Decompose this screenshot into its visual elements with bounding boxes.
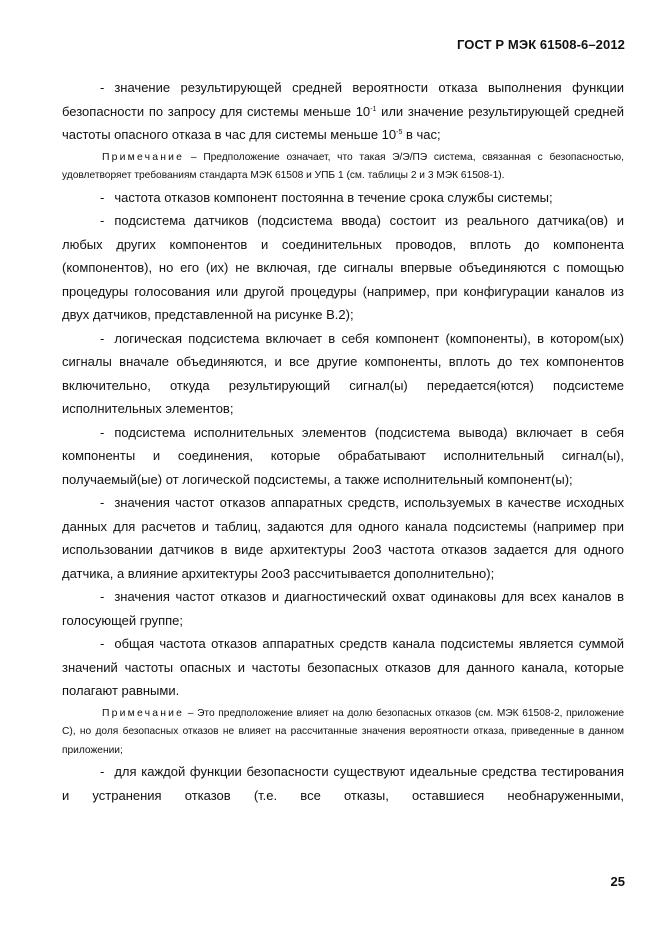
page-number: 25 — [610, 874, 625, 889]
paragraph-logic-subsystem — [62, 327, 624, 421]
standard-header: ГОСТ Р МЭК 61508-6–2012 — [457, 37, 625, 52]
paragraph-voting-group — [62, 585, 624, 632]
paragraph-hardware-failure-rates — [62, 491, 624, 585]
note-label: Примечание — [102, 151, 185, 163]
note-separator: – — [184, 707, 198, 719]
list-dash: - — [100, 189, 105, 205]
note-label: Примечание — [102, 707, 185, 719]
paragraph-text: частота отказов компонент постоянна в течение срока службы системы; — [114, 189, 553, 205]
list-dash: - — [100, 330, 105, 346]
paragraph-text-part-b: или значение результирующей средней частоты опасного отказа в час для системы меньше 10 — [62, 103, 625, 142]
list-dash: - — [100, 213, 105, 228]
list-dash: - — [100, 636, 105, 651]
page-content — [62, 76, 624, 807]
list-dash: - — [100, 424, 105, 440]
note-text: Это предположение влияет на долю безопасных отказов (см. МЭК 61508-2, приложение С), но доля безопасных отказов не влияет на рассчитанные значения вероятности отказа, приведенные в данном приложении; — [62, 707, 625, 756]
paragraph-text-part-c: в час; — [402, 127, 441, 142]
paragraph-text: логическая подсистема включает в себя компонент (компоненты), в котором(ых) сигналы вначале объединяются, и все другие компоненты, вплоть до тех компонентов включительно, откуда результирующий сигнал(ы) передается(ются) подсистеме исполнительных элементов; — [62, 330, 624, 416]
paragraph-constant-failure-rate — [62, 186, 624, 210]
note-separator: – — [184, 151, 204, 163]
list-dash: - — [100, 589, 105, 604]
list-dash: - — [100, 764, 105, 779]
list-dash: - — [100, 495, 105, 510]
paragraph-text: для каждой функции безопасности существуют идеальные средства тестирования и устранения отказов (т.е. все отказы, оставшиеся необнаруженными, — [62, 764, 624, 803]
paragraph-total-failure-rate — [62, 632, 624, 703]
note-text: Предположение означает, что такая Э/Э/ПЭ система, связанная с безопасностью, удовлетворяет требованиям стандарта МЭК 61508 и УПБ 1 (см. таблицы 2 и 3 МЭК 61508-1). — [62, 151, 625, 181]
paragraph-sensor-subsystem — [62, 209, 624, 327]
paragraph-text: значения частот отказов аппаратных средств, используемых в качестве исходных данных для расчетов и таблиц, задаются для одного канала подсистемы (например при использовании датчиков в виде архитектуры 2оо3 частота отказов задается для одного датчика, а влияние архитектуры 2оо3 рассчитывается дополнительно); — [62, 495, 624, 581]
paragraph-text: общая частота отказов аппаратных средств канала подсистемы является суммой значений частоты опасных и частоты безопасных отказов для данного канала, которые полагают равными. — [62, 636, 624, 698]
paragraph-actuator-subsystem — [62, 421, 624, 492]
paragraph-probability-condition — [62, 76, 624, 147]
note-2 — [62, 705, 624, 761]
paragraph-text-part-a: значение результирующей средней вероятности отказа выполнения функции безопасности по запросу для системы меньше 10 — [62, 80, 624, 119]
list-dash: - — [100, 80, 105, 95]
paragraph-text: значения частот отказов и диагностический охват одинаковы для всех каналов в голосующей группе; — [62, 589, 624, 628]
exponent: -1 — [370, 105, 377, 113]
paragraph-text: подсистема датчиков (подсистема ввода) состоит из реального датчика(ов) и любых других компонентов и соединительных проводов, вплоть до компонента (компонентов), но его (их) не включая, где сигналы впервые объединяются с помощью процедуры голосования или другой процедуры (например, при конфигурации каналов из двух датчиков, представленной на рисунке В.2); — [62, 213, 624, 322]
exponent: -5 — [396, 129, 403, 136]
paragraph-ideal-testing — [62, 760, 624, 807]
paragraph-text: подсистема исполнительных элементов (подсистема вывода) включает в себя компоненты и соединения, которые обрабатывают исполнительный сигнал(ы), получаемый(ые) от логической подсистемы, а также исполнительный компонент(ы); — [62, 424, 624, 487]
note-1 — [62, 149, 624, 186]
